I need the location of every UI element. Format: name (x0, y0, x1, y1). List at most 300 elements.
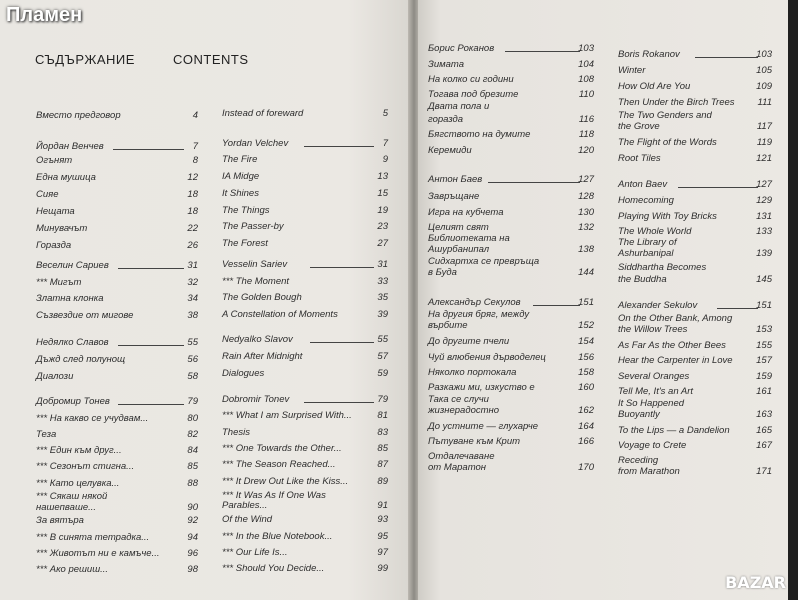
toc-entry-title: Hear the Carpenter in Love (618, 355, 733, 366)
toc-entry-title: Winter (618, 65, 646, 76)
toc-page-number: 88 (187, 478, 198, 489)
toc-page-number: 35 (377, 292, 388, 303)
toc-entry-row (618, 425, 772, 436)
author-rule-line (678, 187, 758, 188)
toc-page-number: 19 (377, 205, 388, 216)
toc-entry-row (222, 547, 388, 558)
toc-page-number: 58 (187, 371, 198, 382)
toc-page-number: 90 (187, 502, 198, 513)
author-rule-line (304, 146, 374, 147)
toc-entry-title: IA Midge (222, 171, 260, 182)
toc-page-number: 84 (187, 445, 198, 456)
toc-page-number: 166 (578, 436, 594, 447)
toc-entry-title: от Маратон (428, 462, 487, 473)
toc-page-number: 162 (578, 405, 594, 416)
toc-author-row (222, 334, 388, 345)
toc-entry-title: A Constellation of Moments (222, 309, 338, 320)
toc-entry-row (222, 171, 388, 182)
toc-author-row (428, 297, 594, 308)
toc-entry-row (36, 277, 198, 288)
toc-page-number: 99 (377, 563, 388, 574)
toc-page-number: 4 (192, 110, 198, 121)
toc-page-number: 171 (756, 466, 772, 477)
toc-entry-title: *** На какво се учудвам... (36, 413, 149, 424)
toc-entry-title: горазда (428, 114, 464, 125)
toc-page-number: 93 (377, 514, 388, 525)
toc-entry-title: Няколко портокала (428, 367, 517, 378)
toc-entry-title: Александър Секулов (428, 297, 521, 308)
toc-entry-row (222, 108, 388, 119)
toc-entry-row (36, 354, 198, 365)
toc-page-number: 131 (756, 211, 772, 222)
toc-entry-title: The Things (222, 205, 270, 216)
toc-entry-row (618, 324, 772, 335)
toc-entry-row (222, 368, 388, 379)
toc-entry-row (36, 445, 198, 456)
toc-entry-row (222, 276, 388, 287)
toc-entry-title: Receding (618, 455, 659, 466)
toc-entry-title: from Marathon (618, 466, 680, 477)
toc-entry-title: Parables... (222, 500, 268, 511)
toc-entry-title: жизнерадостно (428, 405, 500, 416)
toc-page-number: 132 (578, 222, 594, 233)
toc-page-number: 5 (382, 108, 388, 119)
toc-page-number: 15 (377, 188, 388, 199)
toc-page-number: 39 (377, 309, 388, 320)
toc-page-number: 23 (377, 221, 388, 232)
toc-page-number: 7 (382, 138, 388, 149)
toc-page-number: 94 (187, 532, 198, 543)
toc-entry-title: *** It Was As If One Was (222, 490, 326, 501)
toc-entry-row (222, 292, 388, 303)
watermark-text: Пламен (6, 4, 83, 26)
toc-page-number: 128 (578, 191, 594, 202)
toc-page-number: 27 (377, 238, 388, 249)
toc-entry-row (36, 189, 198, 200)
toc-page-number: 13 (377, 171, 388, 182)
toc-entry-title: Voyage to Crete (618, 440, 687, 451)
author-rule-line (695, 57, 758, 58)
toc-entry-title: Тогава под брезите (428, 89, 519, 100)
toc-entry-title: *** Ако решиш... (36, 564, 109, 575)
toc-author-row (36, 141, 198, 152)
toc-entry-row (428, 394, 594, 405)
toc-entry-row (36, 478, 198, 489)
toc-entry-row (428, 382, 594, 393)
toc-entry-row (36, 310, 198, 321)
toc-entry-title: Недялко Славов (36, 337, 109, 348)
toc-entry-row (36, 172, 198, 183)
toc-entry-row (428, 114, 594, 125)
toc-entry-title: Златна клонка (36, 293, 104, 304)
toc-entry-row (36, 413, 198, 424)
toc-entry-row (618, 97, 772, 108)
toc-entry-title: The Forest (222, 238, 268, 249)
toc-entry-title: *** Сезонът стигна... (36, 461, 135, 472)
toc-page-number: 116 (578, 114, 594, 125)
toc-entry-row (428, 89, 594, 100)
toc-entry-title: Сияе (36, 189, 59, 200)
author-rule-line (310, 267, 374, 268)
toc-entry-title: нашепваше... (36, 502, 97, 513)
toc-entry-title: Антон Баев (428, 174, 483, 185)
author-rule-line (533, 305, 580, 306)
toc-entry-title: Ашурбанипал (428, 244, 490, 255)
toc-entry-title: Дъжд след полунощ (36, 354, 126, 365)
author-rule-line (310, 342, 374, 343)
toc-entry-title: Of the Wind (222, 514, 273, 525)
toc-entry-title: The Golden Bough (222, 292, 302, 303)
toc-page-number: 133 (756, 226, 772, 237)
toc-entry-row (428, 436, 594, 447)
toc-entry-title: Then Under the Birch Trees (618, 97, 735, 108)
toc-page-number: 97 (377, 547, 388, 558)
toc-page-number: 82 (187, 429, 198, 440)
toc-page-number: 120 (578, 145, 594, 156)
toc-entry-title: The Flight of the Words (618, 137, 717, 148)
toc-author-row (222, 259, 388, 270)
toc-entry-title: the Grove (618, 121, 660, 132)
toc-page-number: 165 (756, 425, 772, 436)
toc-entry-row (36, 429, 198, 440)
toc-entry-title: Homecoming (618, 195, 674, 206)
toc-entry-title: the Buddha (618, 274, 667, 285)
toc-entry-row (428, 309, 594, 320)
author-rule-line (113, 149, 184, 150)
toc-entry-title: It So Happened (618, 398, 685, 409)
toc-entry-row (428, 451, 594, 462)
toc-entry-row (428, 336, 594, 347)
toc-entry-row (222, 351, 388, 362)
toc-page-number: 55 (187, 337, 198, 348)
toc-entry-row (428, 244, 594, 255)
toc-entry-title: Rain After Midnight (222, 351, 303, 362)
bazar-logo: BAZAR (725, 573, 786, 592)
toc-entry-row (222, 563, 388, 574)
toc-entry-title: Целият свят (428, 222, 489, 233)
author-rule-line (118, 345, 184, 346)
toc-page-number: 55 (377, 334, 388, 345)
toc-entry-title: Instead of foreward (222, 108, 304, 119)
toc-entry-row (36, 548, 198, 559)
toc-page-number: 34 (187, 293, 198, 304)
toc-page-number: 81 (377, 410, 388, 421)
toc-entry-title: Минувачът (36, 223, 88, 234)
toc-entry-row (36, 240, 198, 251)
toc-entry-title: Root Tiles (618, 153, 661, 164)
toc-entry-title: *** It Drew Out Like the Kiss... (222, 476, 349, 487)
toc-entry-title: Така се случи (428, 394, 489, 405)
toc-page-number: 109 (756, 81, 772, 92)
toc-page-number: 95 (377, 531, 388, 542)
toc-page-number: 152 (578, 320, 594, 331)
toc-entry-row (428, 145, 594, 156)
toc-entry-title: На другия бряг, между (428, 309, 530, 320)
toc-page-number: 144 (578, 267, 594, 278)
author-rule-line (304, 402, 374, 403)
toc-entry-title: *** Животът ни е камъче... (36, 548, 160, 559)
toc-page-number: 56 (187, 354, 198, 365)
toc-page-number: 103 (756, 49, 772, 60)
toc-entry-title: Борис Роканов (428, 43, 495, 54)
toc-entry-row (428, 222, 594, 233)
toc-entry-title: Alexander Sekulov (618, 300, 698, 311)
toc-page-number: 18 (187, 206, 198, 217)
toc-entry-title: Съзвездие от мигове (36, 310, 134, 321)
toc-page-number: 83 (377, 427, 388, 438)
toc-entry-row (222, 410, 388, 421)
toc-page-number: 79 (377, 394, 388, 405)
toc-entry-title: Boris Rokanov (618, 49, 680, 60)
toc-entry-title: Yordan Velchev (222, 138, 289, 149)
toc-page-number: 145 (756, 274, 772, 285)
toc-entry-row (618, 153, 772, 164)
toc-page-number: 31 (187, 260, 198, 271)
toc-page-number: 89 (377, 476, 388, 487)
toc-entry-title: Веселин Сариев (36, 260, 109, 271)
toc-page-number: 31 (377, 259, 388, 270)
toc-author-row (222, 138, 388, 149)
toc-entry-title: To the Lips — a Dandelion (618, 425, 730, 436)
toc-entry-row (36, 515, 198, 526)
toc-page-number: 138 (578, 244, 594, 255)
toc-page-number: 130 (578, 207, 594, 218)
toc-entry-title: The Two Genders and (618, 110, 712, 121)
toc-entry-title: Tell Me, It's an Art (618, 386, 694, 397)
toc-entry-title: Dialogues (222, 368, 265, 379)
toc-entry-title: *** В синята тетрадка... (36, 532, 150, 543)
toc-page-number: 157 (756, 355, 772, 366)
toc-entry-title: Керемиди (428, 145, 472, 156)
toc-entry-title: Двата пола и (428, 101, 490, 112)
toc-entry-row (618, 237, 772, 248)
toc-entry-row (222, 500, 388, 511)
toc-page-number: 33 (377, 276, 388, 287)
toc-entry-title: На колко си години (428, 74, 514, 85)
toc-entry-row (618, 371, 772, 382)
toc-author-row (36, 260, 198, 271)
toc-entry-title: Сидхартха се превръща (428, 256, 540, 267)
toc-entry-row (428, 256, 594, 267)
toc-entry-row (428, 207, 594, 218)
toc-entry-row (36, 564, 198, 575)
toc-page-number: 151 (578, 297, 594, 308)
toc-entry-title: *** Един към друг... (36, 445, 122, 456)
toc-author-row (618, 179, 772, 190)
toc-entry-row (618, 386, 772, 397)
toc-entry-title: До другите пчели (428, 336, 510, 347)
toc-page-number: 154 (578, 336, 594, 347)
toc-page-number: 153 (756, 324, 772, 335)
contents-heading-bg: СЪДЪРЖАНИЕ (35, 52, 135, 67)
toc-page-number: 151 (756, 300, 772, 311)
toc-entry-row (618, 248, 772, 259)
toc-entry-title: Several Oranges (618, 371, 690, 382)
toc-page-number: 164 (578, 421, 594, 432)
toc-page-number: 121 (756, 153, 772, 164)
toc-entry-title: Нещата (36, 206, 75, 217)
toc-author-row (428, 43, 594, 54)
toc-entry-title: Siddhartha Becomes (618, 262, 707, 273)
toc-author-row (36, 337, 198, 348)
toc-entry-title: Теза (36, 429, 57, 440)
toc-entry-title: Йордан Венчев (36, 141, 104, 152)
toc-entry-title: Огънят (36, 155, 73, 166)
toc-entry-row (222, 188, 388, 199)
toc-entry-title: *** What I am Surprised With... (222, 410, 352, 421)
toc-entry-row (618, 398, 772, 409)
toc-entry-row (618, 440, 772, 451)
toc-entry-title: The Whole World (618, 226, 692, 237)
toc-entry-title: Dobromir Tonev (222, 394, 290, 405)
toc-page-number: 167 (756, 440, 772, 451)
toc-entry-row (618, 137, 772, 148)
toc-entry-row (222, 221, 388, 232)
toc-entry-row (428, 421, 594, 432)
toc-entry-row (618, 81, 772, 92)
toc-author-row (618, 49, 772, 60)
toc-page-number: 127 (756, 179, 772, 190)
toc-entry-title: As Far As the Other Bees (618, 340, 726, 351)
toc-entry-row (618, 121, 772, 132)
toc-entry-title: За вятъра (36, 515, 84, 526)
toc-page-number: 80 (187, 413, 198, 424)
toc-entry-row (222, 476, 388, 487)
author-rule-line (505, 51, 580, 52)
toc-page-number: 85 (187, 461, 198, 472)
toc-entry-row (36, 491, 198, 502)
toc-entry-title: Пътуване към Крит (428, 436, 521, 447)
toc-entry-row (618, 65, 772, 76)
toc-entry-row (222, 205, 388, 216)
toc-entry-row (428, 191, 594, 202)
toc-page-number: 108 (578, 74, 594, 85)
toc-entry-title: Горазда (36, 240, 72, 251)
toc-entry-title: Една мушица (36, 172, 96, 183)
toc-entry-row (36, 155, 198, 166)
toc-page-number: 32 (187, 277, 198, 288)
toc-entry-title: *** Our Life Is... (222, 547, 288, 558)
toc-entry-row (618, 355, 772, 366)
toc-entry-title: Игра на кубчета (428, 207, 504, 218)
toc-entry-row (36, 502, 198, 513)
toc-entry-row (428, 462, 594, 473)
toc-entry-row (222, 309, 388, 320)
toc-entry-row (618, 110, 772, 121)
toc-entry-row (222, 154, 388, 165)
toc-entry-title: *** Сякаш някой (36, 491, 108, 502)
toc-entry-title: *** In the Blue Notebook... (222, 531, 333, 542)
toc-entry-row (36, 371, 198, 382)
toc-page-number: 105 (756, 65, 772, 76)
author-rule-line (488, 182, 580, 183)
toc-entry-row (428, 405, 594, 416)
toc-entry-row (36, 461, 198, 472)
toc-entry-title: в Буда (428, 267, 457, 278)
toc-entry-row (618, 262, 772, 273)
toc-entry-title: *** Should You Decide... (222, 563, 325, 574)
toc-page-number: 159 (756, 371, 772, 382)
toc-page-number: 104 (578, 59, 594, 70)
toc-entry-title: Ashurbanipal (618, 248, 674, 259)
toc-page-number: 155 (756, 340, 772, 351)
toc-entry-title: Диалози (36, 371, 74, 382)
toc-entry-title: Вместо предговор (36, 110, 121, 121)
toc-entry-row (36, 293, 198, 304)
toc-entry-title: До устните — глухарче (428, 421, 539, 432)
toc-page-number: 8 (192, 155, 198, 166)
toc-page-number: 127 (578, 174, 594, 185)
toc-page-number: 12 (187, 172, 198, 183)
toc-entry-title: *** Мигът (36, 277, 82, 288)
toc-entry-row (618, 409, 772, 420)
toc-entry-title: Playing With Toy Bricks (618, 211, 717, 222)
toc-page-number: 85 (377, 443, 388, 454)
author-rule-line (717, 308, 758, 309)
toc-page-number: 91 (377, 500, 388, 511)
toc-entry-title: Thesis (222, 427, 250, 438)
toc-page-number: 103 (578, 43, 594, 54)
toc-entry-title: *** The Season Reached... (222, 459, 336, 470)
toc-page-number: 18 (187, 189, 198, 200)
toc-page-number: 163 (756, 409, 772, 420)
toc-entry-row (618, 313, 772, 324)
toc-page-number: 98 (187, 564, 198, 575)
toc-page-number: 7 (192, 141, 198, 152)
toc-entry-row (618, 226, 772, 237)
toc-author-row (222, 394, 388, 405)
toc-entry-title: Buoyantly (618, 409, 660, 420)
toc-entry-title: Отдалечаване (428, 451, 495, 462)
toc-page-number: 26 (187, 240, 198, 251)
toc-entry-row (428, 129, 594, 140)
toc-entry-row (618, 455, 772, 466)
toc-entry-title: *** One Towards the Other... (222, 443, 342, 454)
toc-page-number: 156 (578, 352, 594, 363)
toc-entry-title: Vesselin Sariev (222, 259, 288, 270)
toc-page-number: 59 (377, 368, 388, 379)
toc-entry-row (222, 443, 388, 454)
toc-entry-row (222, 514, 388, 525)
toc-page-number: 139 (756, 248, 772, 259)
toc-entry-title: On the Other Bank, Among (618, 313, 733, 324)
toc-page-number: 57 (377, 351, 388, 362)
toc-entry-title: Разкажи ми, изкуство е (428, 382, 535, 393)
toc-page-number: 92 (187, 515, 198, 526)
author-rule-line (118, 268, 184, 269)
right-page (418, 0, 788, 600)
toc-entry-row (428, 59, 594, 70)
toc-entry-title: *** Като целувка... (36, 478, 120, 489)
toc-entry-title: The Fire (222, 154, 258, 165)
toc-entry-row (618, 466, 772, 477)
toc-page-number: 158 (578, 367, 594, 378)
toc-author-row (36, 396, 198, 407)
toc-entry-row (618, 211, 772, 222)
toc-entry-title: The Passer-by (222, 221, 284, 232)
toc-entry-title: Библиотеката на (428, 233, 510, 244)
book-cover-edge (788, 0, 798, 600)
toc-entry-row (222, 531, 388, 542)
author-rule-line (118, 404, 184, 405)
toc-entry-row (428, 320, 594, 331)
toc-page-number: 129 (756, 195, 772, 206)
toc-entry-row (428, 101, 594, 112)
toc-entry-title: Добромир Тонев (36, 396, 110, 407)
toc-entry-title: *** The Moment (222, 276, 290, 287)
toc-entry-title: Бягството на думите (428, 129, 531, 140)
toc-entry-row (36, 206, 198, 217)
